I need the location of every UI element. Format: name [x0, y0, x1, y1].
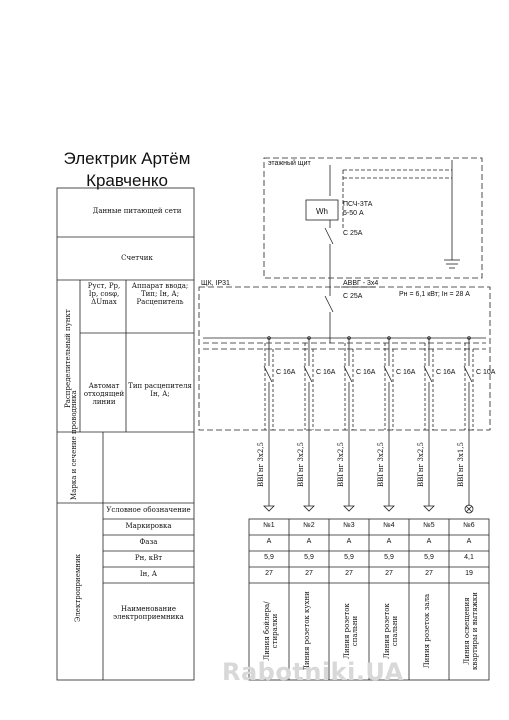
breaker-label-5: С 16А [436, 369, 456, 376]
floor-panel-label: этажный щит [268, 160, 311, 167]
feeder-2 [304, 337, 314, 511]
cable-label-2: ВВГнг 3х2,5 [297, 441, 305, 487]
line-3-current: 27 [345, 570, 353, 577]
line-2-name: Линия розеток кухни [303, 591, 311, 671]
breaker-upper-label: С 25А [343, 230, 363, 237]
line-3-marking: №3 [343, 522, 355, 529]
cable-label: АВВГ - 3х4 [343, 280, 379, 287]
cable-label-4: ВВГнг 3х2,5 [377, 441, 385, 487]
line-4-phase: А [386, 538, 392, 545]
line-1-power: 5,9 [264, 554, 274, 561]
cable-label-1: ВВГнг 3х2,5 [257, 441, 265, 487]
meter-model: ПСЧ-3ТА [343, 201, 373, 208]
line-2-current: 27 [305, 570, 313, 577]
line-4-name: Линия розеток спальни [383, 603, 399, 659]
line-5-name: Линия розеток зала [423, 593, 431, 669]
line-3-name: Линия розеток спальни [343, 603, 359, 659]
cable-label-5: ВВГнг 3х2,5 [417, 441, 425, 487]
row-marking: Маркировка [125, 522, 172, 530]
line-5-power: 5,9 [424, 554, 434, 561]
breaker-label-3: С 16А [356, 369, 376, 376]
line-2-power: 5,9 [304, 554, 314, 561]
line-4-marking: №4 [383, 522, 395, 529]
wire-label: Марка и сечение проводника [70, 390, 78, 500]
consumers-label: Электроприемник [74, 554, 82, 622]
line-2-marking: №2 [303, 522, 315, 529]
line-6-current: 19 [465, 570, 473, 577]
line-5-current: 27 [425, 570, 433, 577]
line-6-power: 4,1 [464, 554, 474, 561]
row-name: Наименование электроприемника [113, 605, 184, 621]
line-1-name: Линия бойлера/стиралки [263, 601, 279, 661]
page-title: Электрик Артём Кравченко [63, 149, 191, 190]
params-left-label: Руст, Рр, Iр, cosφ, ΔUmax [87, 282, 121, 306]
line-3-phase: А [346, 538, 352, 545]
line-6-marking: №6 [463, 522, 475, 529]
params-right-label: Аппарат ввода; Тип; Iн, А; Расцепитель [131, 282, 189, 306]
watermark: Rabotniki.UA [222, 658, 404, 686]
row-power: Рн, кВт [134, 554, 163, 562]
line-5-phase: А [426, 538, 432, 545]
row-phase: Фаза [139, 538, 158, 546]
breaker-label-4: С 16А [396, 369, 416, 376]
line-1-marking: №1 [263, 522, 275, 529]
line-1-current: 27 [265, 570, 273, 577]
meter-range: 5-50 А [343, 210, 364, 217]
row-symbol: Условное обозначение [106, 506, 191, 514]
feeder-5 [424, 337, 434, 511]
breaker-label-1: С 16А [276, 369, 296, 376]
feeder-6 [464, 337, 473, 513]
dist-point-label: Распределительный пункт [64, 309, 72, 408]
line-6-phase: А [466, 538, 472, 545]
line-5-marking: №5 [423, 522, 435, 529]
panel-label: ЩК, IP31 [201, 280, 230, 287]
line-4-current: 27 [385, 570, 393, 577]
load-info: Рн = 6,1 кВт; Iн = 28 А [399, 291, 470, 298]
feeder-4 [384, 337, 394, 511]
line-3-power: 5,9 [344, 554, 354, 561]
feeder-3 [344, 337, 354, 511]
line-4-power: 5,9 [384, 554, 394, 561]
breaker-lower-label: С 25А [343, 293, 363, 300]
outgoing-label: Автомат отходящей линии [83, 382, 125, 406]
line-2-phase: А [306, 538, 312, 545]
breaker-label-6: С 10А [476, 369, 496, 376]
line-1-phase: А [266, 538, 272, 545]
meter-symbol: Wh [316, 207, 328, 216]
supply-label: Данные питающей сети [92, 207, 182, 215]
release-type-label: Тип расцепителя Iн, А; [128, 382, 192, 398]
row-current: Iн, А [139, 570, 158, 578]
meter-label: Счетчик [121, 254, 153, 262]
cable-label-6: ВВГнг 3х1,5 [457, 441, 465, 487]
feeder-1 [264, 337, 274, 511]
cable-label-3: ВВГнг 3х2,5 [337, 441, 345, 487]
line-6-name: Линия освещения квартиры и вытяжки [463, 592, 479, 670]
breaker-label-2: С 16А [316, 369, 336, 376]
